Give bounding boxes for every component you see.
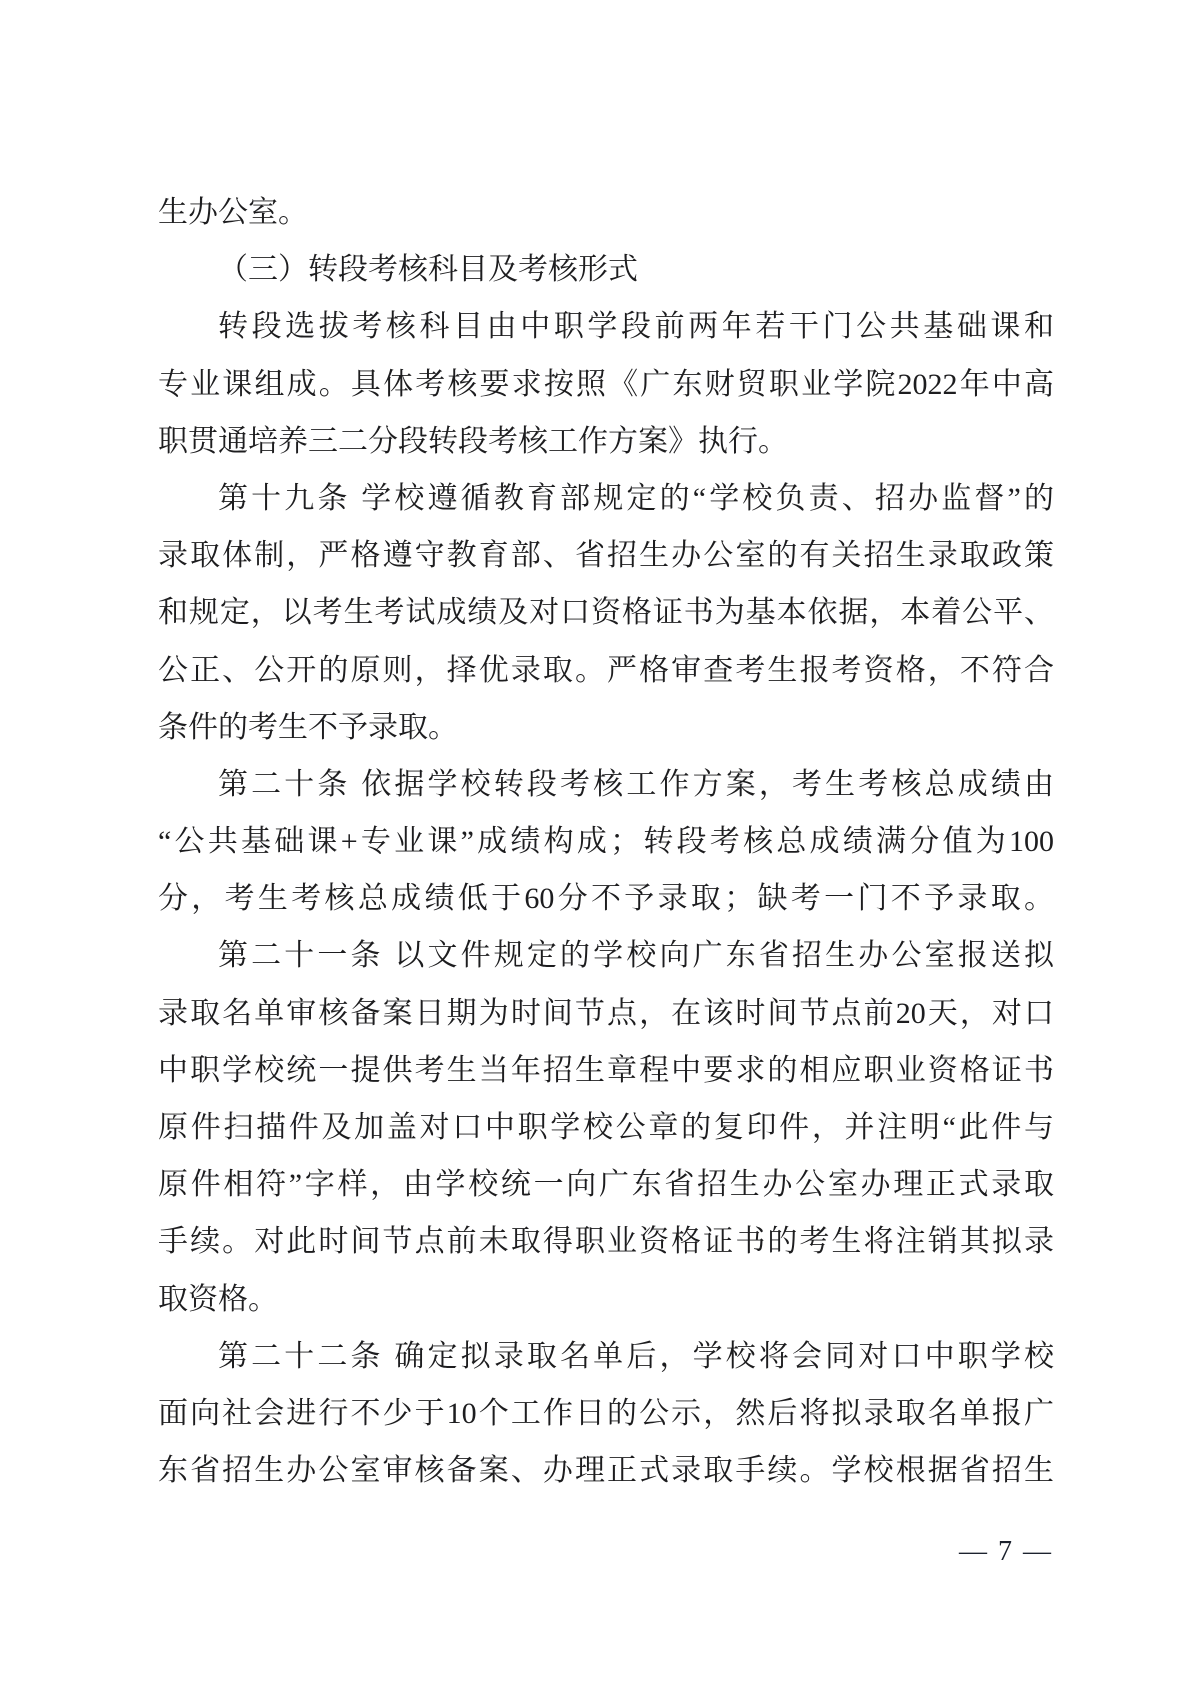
text-line: 第二十二条 确定拟录取名单后，学校将会同对口中职学校 [218,1339,1054,1373]
text-line: 录取体制，严格遵守教育部、省招生办公室的有关招生录取政策 [158,539,1054,573]
text-line: 第十九条 学校遵循教育部规定的“学校负责、招办监督”的 [218,481,1054,515]
text-line: 生办公室。 [158,196,308,229]
text-line: “公共基础课+专业课”成绩构成；转段考核总成绩满分值为100 [158,825,1054,859]
text-line: 专业课组成。具体考核要求按照《广东财贸职业学院2022年中高 [158,367,1054,401]
document-body [158,184,1054,1499]
text-line: 分，考生考核总成绩低于60分不予录取；缺考一门不予录取。 [158,882,1054,916]
section-heading: （三）转段考核科目及考核形式 [218,253,638,287]
text-line: 转段选拔考核科目由中职学段前两年若干门公共基础课和 [218,310,1054,344]
text-line: 取资格。 [158,1282,278,1316]
text-line: 面向社会进行不少于10个工作日的公示，然后将拟录取名单报广 [158,1396,1054,1430]
text-line: 和规定，以考生考试成绩及对口资格证书为基本依据，本着公平、 [158,596,1054,630]
text-line: 东省招生办公室审核备案、办理正式录取手续。学校根据省招生 [158,1454,1054,1488]
text-line: 条件的考生不予录取。 [158,710,458,744]
text-line: 原件扫描件及加盖对口中职学校公章的复印件，并注明“此件与 [158,1111,1054,1144]
text-line: 职贯通培养三二分段转段考核工作方案》执行。 [158,424,788,458]
text-line: 第二十一条 以文件规定的学校向广东省招生办公室报送拟 [218,939,1054,973]
text-line: 中职学校统一提供考生当年招生章程中要求的相应职业资格证书 [158,1053,1054,1087]
text-line: 原件相符”字样，由学校统一向广东省招生办公室办理正式录取 [158,1168,1054,1202]
text-line: 录取名单审核备案日期为时间节点，在该时间节点前20天，对口 [158,996,1054,1030]
page-number: — 7 — [959,1536,1053,1567]
text-line: 公正、公开的原则，择优录取。严格审查考生报考资格，不符合 [158,653,1054,687]
text-line: 手续。对此时间节点前未取得职业资格证书的考生将注销其拟录 [158,1225,1054,1259]
text-line: 第二十条 依据学校转段考核工作方案，考生考核总成绩由 [218,767,1054,801]
